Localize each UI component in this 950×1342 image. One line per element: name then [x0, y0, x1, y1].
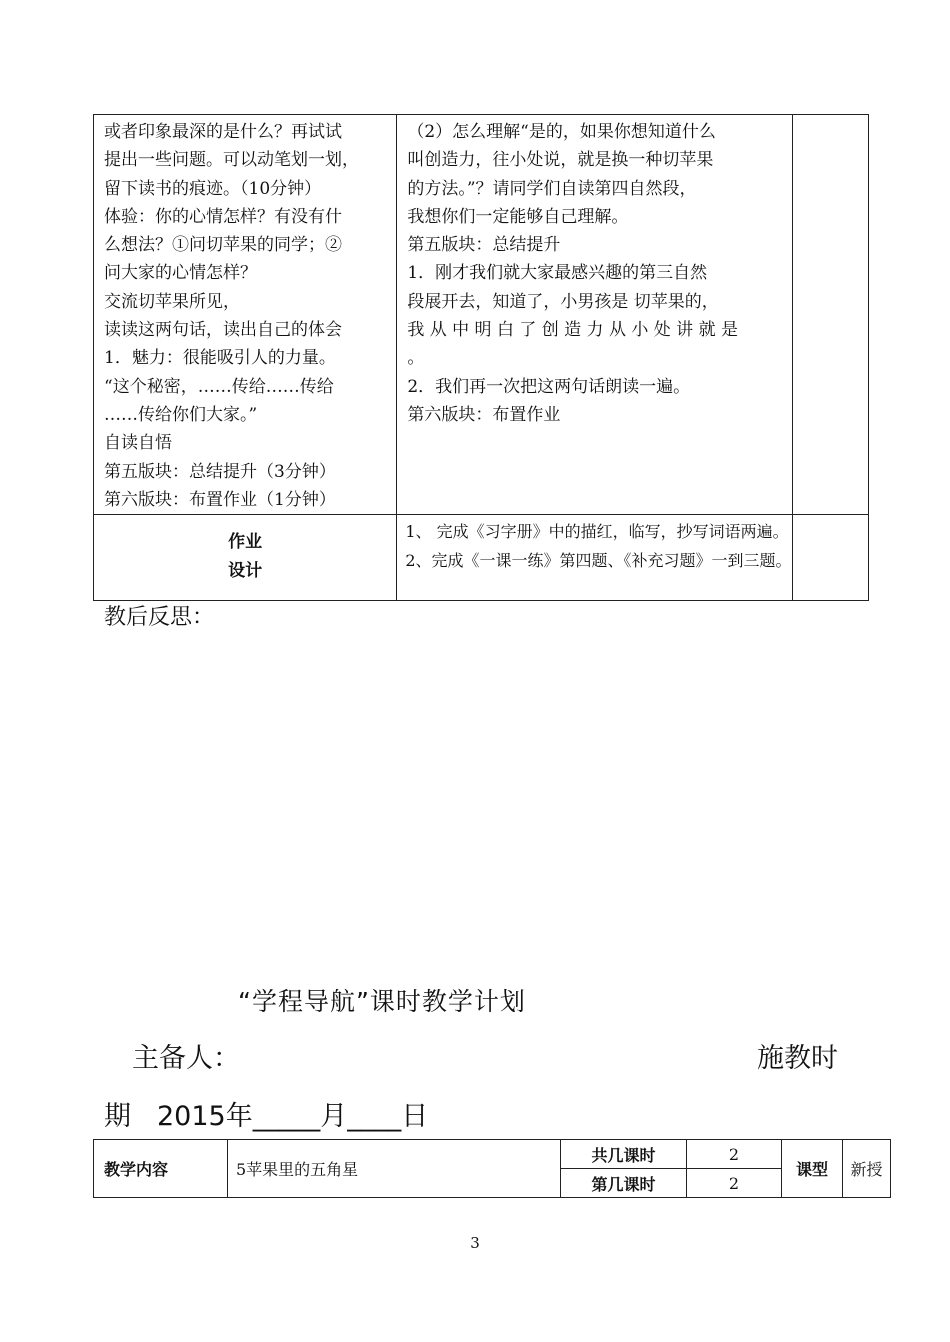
which-period-label-cell	[561, 1169, 687, 1198]
type-label: 课型	[795, 1160, 828, 1179]
notes-cell	[792, 115, 868, 515]
reflection-label: 教后反思：	[104, 605, 215, 630]
student-activity-line: 交流切苹果所见，	[104, 291, 240, 312]
student-activity-text	[104, 118, 386, 514]
student-activity-line: 体验：你的心情怎样？有没有什	[104, 206, 342, 227]
month-blank: _____	[252, 1101, 321, 1132]
day-blank: ____	[347, 1101, 402, 1132]
content-value: 5苹果里的五角星	[236, 1160, 359, 1179]
teacher-activity-line: 我想你们一定能够自己理解。	[407, 206, 629, 227]
student-activity-line: 自读自悟	[104, 433, 172, 454]
homework-label-line2: 设计	[228, 561, 263, 582]
student-activity-line: ……传给你们大家。”	[104, 404, 258, 425]
period-line	[104, 1094, 428, 1133]
teacher-activity-line: 段展开去，知道了，小男孩是 切苹果的，	[407, 291, 719, 312]
student-activity-cell	[94, 115, 397, 515]
student-activity-line: 读读这两句话，读出自己的体会	[104, 320, 342, 341]
teacher-activity-text	[407, 118, 781, 429]
student-activity-line: 第六版块：布置作业（1分钟）	[104, 489, 336, 510]
student-activity-line: 或者印象最深的是什么？再试试	[104, 122, 342, 142]
period-year: 2015年	[157, 1101, 253, 1132]
homework-content-cell	[397, 515, 792, 601]
teacher-activity-line: （2）怎么理解“是的，如果你想知道什么	[407, 122, 716, 142]
type-value-cell	[843, 1140, 891, 1198]
student-activity-line: 1．魅力：很能吸引人的力量。	[104, 348, 336, 369]
teacher-activity-line: 2．我们再一次把这两句话朗读一遍。	[407, 376, 691, 397]
student-activity-line: “这个秘密，……传给……传给	[104, 376, 334, 397]
student-activity-line: 么想法？①问切苹果的同学；②	[104, 235, 342, 256]
which-period-value-cell	[687, 1169, 782, 1198]
student-activity-line: 留下读书的痕迹。（10分钟）	[104, 178, 322, 199]
homework-item-1: 1、 完成《习字册》中的描红，临写，抄写词语两遍。	[405, 522, 789, 542]
homework-notes-cell	[792, 515, 868, 601]
teacher-activity-line: 1．刚才我们就大家最感兴趣的第三自然	[407, 263, 708, 284]
which-period-label: 第几课时	[591, 1174, 656, 1194]
lesson-info-table	[93, 1139, 891, 1198]
teach-time-label: 施教时	[757, 1043, 838, 1074]
preparer-label: 主备人：	[132, 1043, 240, 1074]
homework-item-2: 2、完成《一课一练》第四题、《补充习题》一到三题。	[405, 551, 792, 571]
period-day: 日	[401, 1101, 429, 1132]
student-activity-line: 提出一些问题。可以动笔划一划，	[104, 150, 359, 171]
teacher-activity-line: 叫创造力，往小处说，就是换一种切苹果	[407, 150, 714, 171]
period-prefix: 期	[104, 1101, 131, 1132]
content-value-cell	[228, 1140, 561, 1198]
student-activity-line: 第五版块：总结提升（3分钟）	[104, 461, 336, 482]
period-month: 月	[320, 1101, 348, 1132]
teacher-activity-line: 第六版块：布置作业	[407, 404, 561, 425]
type-value: 新授	[850, 1160, 883, 1179]
homework-label-cell	[94, 515, 397, 601]
teacher-activity-line: 第五版块：总结提升	[407, 235, 561, 256]
content-label: 教学内容	[104, 1160, 169, 1179]
total-periods-value: 2	[728, 1144, 740, 1164]
total-periods-value-cell	[687, 1140, 782, 1169]
teacher-activity-line: 的方法。”？请同学们自读第四自然段，	[407, 178, 697, 199]
content-label-cell	[94, 1140, 228, 1198]
plan-title: “学程导航”课时教学计划	[238, 987, 526, 1016]
page-number: 3	[470, 1234, 480, 1252]
type-label-cell	[782, 1140, 843, 1198]
which-period-value: 2	[728, 1173, 740, 1193]
total-periods-label-cell	[561, 1140, 687, 1169]
total-periods-label: 共几课时	[591, 1145, 656, 1165]
lesson-steps-table	[93, 114, 869, 601]
teacher-activity-cell	[397, 115, 792, 515]
homework-label-line1: 作业	[228, 532, 263, 553]
student-activity-line: 问大家的心情怎样？	[104, 263, 257, 284]
teacher-activity-line: 我 从 中 明 白 了 创 造 力 从 小 处 讲 就 是	[407, 320, 738, 341]
teacher-activity-line: 。	[407, 348, 425, 369]
